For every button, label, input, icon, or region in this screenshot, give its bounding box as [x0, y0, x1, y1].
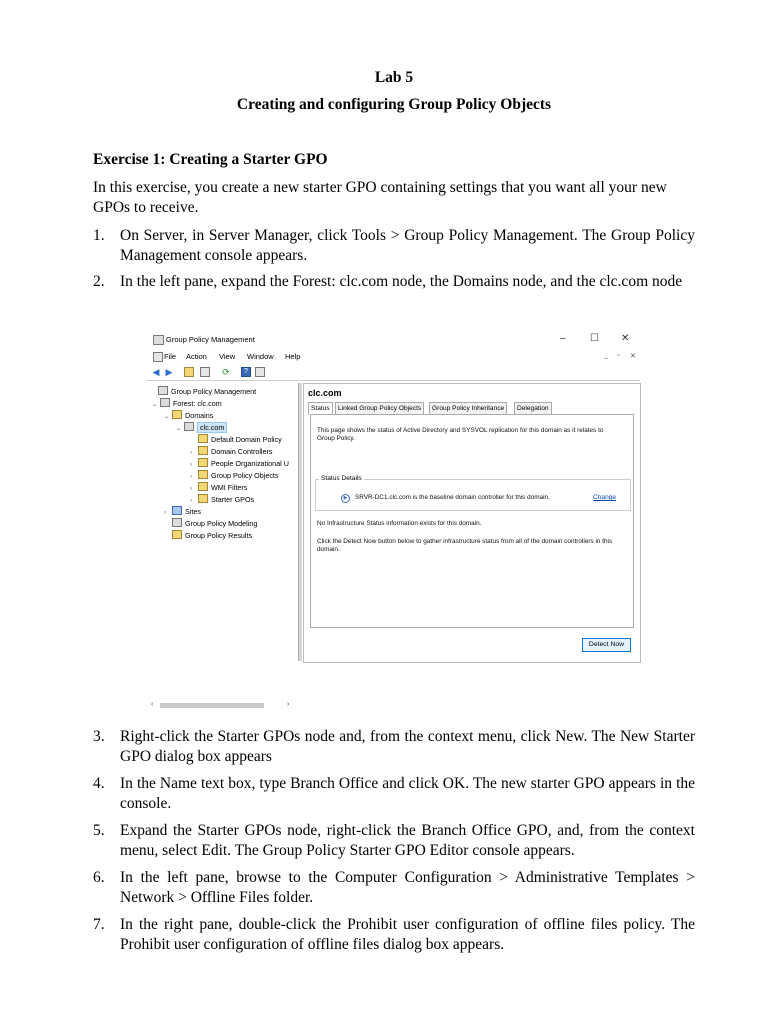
tree-item-label: Domain Controllers: [211, 447, 273, 456]
tree-item-forest[interactable]: [152, 398, 222, 408]
gpm-console-icon: [158, 386, 168, 395]
menu-window[interactable]: Window: [247, 352, 274, 361]
forward-icon[interactable]: ▶: [165, 367, 173, 377]
tree-item-label: Sites: [185, 507, 201, 516]
modeling-icon: [172, 518, 182, 527]
tree-item-label: Group Policy Modeling: [185, 519, 258, 528]
sites-icon: [172, 506, 182, 515]
tree-item-domains[interactable]: [164, 410, 213, 420]
step-text: Right-click the Starter GPOs node and, from the context menu, click New. The New Starter GPO dialog box appears: [120, 728, 695, 765]
ou-folder-icon: [198, 446, 208, 455]
tree-item-group-policy-objects[interactable]: [190, 470, 279, 480]
baseline-dc-text: SRVR-DC1.clc.com is the baseline domain controller for this domain.: [355, 494, 550, 501]
tree-item-people-ou[interactable]: [190, 458, 289, 468]
maximize-icon[interactable]: ☐: [590, 333, 599, 344]
menu-file[interactable]: File: [164, 352, 177, 361]
lab-title: Lab 5: [374, 69, 414, 86]
step-text: Expand the Starter GPOs node, right-click the Branch Office GPO, and, from the context menu, select Edit. The Group Policy Starter GPO Editor console appears.: [120, 822, 695, 859]
tree-item-modeling[interactable]: [164, 518, 257, 528]
step-text: On Server, in Server Manager, click Tools > Group Policy Management. The Group Policy Management console appears.: [120, 227, 695, 264]
expand-arrow[interactable]: ⌄: [176, 426, 182, 432]
details-pane: [303, 383, 641, 663]
ou-folder-icon: [198, 458, 208, 467]
tree-item-default-domain-policy[interactable]: [190, 434, 282, 444]
status-description: This page shows the status of Active Directory and SYSVOL replication for this domain as it relates to Group Policy.: [317, 427, 604, 442]
menu-action[interactable]: Action: [186, 352, 207, 361]
exercise-heading: Exercise 1: Creating a Starter GPO: [93, 151, 328, 168]
intro-paragraph: In this exercise, you create a new starter GPO containing settings that you want all your new GPOs to receive.: [93, 179, 667, 216]
folder-icon: [198, 482, 208, 491]
pane-splitter[interactable]: [299, 383, 302, 661]
close-icon[interactable]: ✕: [621, 333, 630, 344]
status-details-label: Status Details: [321, 475, 362, 482]
gpm-app-icon: [153, 335, 164, 345]
status-tab-panel: [310, 414, 634, 628]
tree-item-label: Starter GPOs: [211, 495, 255, 504]
tree-horizontal-scrollbar[interactable]: [149, 701, 296, 710]
expand-arrow[interactable]: ›: [164, 510, 166, 516]
tree-item-label: Group Policy Results: [185, 531, 253, 540]
tree-item-label: clc.com: [197, 422, 227, 433]
tree-item-wmi-filters[interactable]: [190, 482, 247, 492]
tree-item-starter-gpos[interactable]: [190, 494, 254, 504]
step-number: 2.: [93, 273, 105, 290]
expand-arrow[interactable]: ›: [190, 462, 192, 468]
tab-inheritance[interactable]: Group Policy Inheritance: [429, 402, 507, 415]
lab-subtitle: Creating and configuring Group Policy Objects: [236, 96, 552, 113]
tree-item-clc-com[interactable]: [176, 422, 227, 432]
step-number: 4.: [93, 775, 105, 792]
step-number: 6.: [93, 869, 105, 886]
tree-item-sites[interactable]: [164, 506, 201, 516]
no-infrastructure-text: No Infrastructure Status information exists for this domain.: [317, 520, 482, 527]
folder-icon: [198, 470, 208, 479]
window-titlebar: [147, 330, 640, 348]
tree-item-label: Default Domain Policy: [211, 435, 282, 444]
domain-icon: [184, 422, 194, 431]
detect-now-button[interactable]: Detect Now: [582, 638, 631, 652]
scroll-thumb[interactable]: [160, 703, 264, 708]
mdi-close-icon[interactable]: ✕: [630, 353, 636, 360]
scroll-left-icon[interactable]: ‹: [151, 701, 154, 708]
expand-arrow[interactable]: ›: [190, 486, 192, 492]
step-text: In the left pane, expand the Forest: clc.com node, the Domains node, and the clc.com node: [120, 273, 683, 290]
properties-icon[interactable]: [255, 367, 265, 377]
mdi-restore-icon[interactable]: ▫: [617, 352, 620, 359]
tab-linked-gpos[interactable]: Linked Group Policy Objects: [335, 402, 424, 415]
menu-help[interactable]: Help: [285, 352, 301, 361]
step-number: 7.: [93, 916, 105, 933]
expand-arrow[interactable]: ›: [190, 474, 192, 480]
expand-arrow[interactable]: ⌄: [164, 414, 170, 420]
tree-item-domain-controllers[interactable]: [190, 446, 273, 456]
mdi-minimize-icon[interactable]: _: [604, 352, 608, 359]
up-folder-icon[interactable]: [184, 367, 194, 377]
minimize-icon[interactable]: –: [560, 333, 566, 344]
toolbar: [147, 365, 640, 381]
tree-item-label: Group Policy Management: [171, 387, 257, 396]
menu-view[interactable]: View: [219, 352, 236, 361]
expand-arrow[interactable]: ⌄: [152, 402, 158, 408]
show-hide-tree-icon[interactable]: [200, 367, 210, 377]
tab-delegation[interactable]: Delegation: [514, 402, 552, 415]
scroll-right-icon[interactable]: ›: [287, 701, 290, 708]
gpm-screenshot: [147, 330, 640, 708]
domains-icon: [172, 410, 182, 419]
help-icon[interactable]: ?: [241, 367, 251, 377]
tree-item-label: People Organizational U: [211, 459, 289, 468]
navigation-tree: [147, 383, 299, 708]
details-heading: clc.com: [308, 388, 342, 398]
step-text: In the Name text box, type Branch Office and click OK. The new starter GPO appears in the console.: [120, 775, 695, 812]
detect-instructions-text: Click the Detect Now button below to gather infrastructure status from all of the domain controllers in this domain.: [317, 538, 613, 553]
console-icon: [153, 352, 163, 362]
expand-details-icon[interactable]: ▶: [341, 494, 350, 503]
step-text: In the right pane, double-click the Prohibit user configuration of offline files policy. The Prohibit user configuration of offline files dialog box appears.: [120, 916, 695, 953]
tree-item-gpm[interactable]: [150, 386, 256, 396]
results-icon: [172, 530, 182, 539]
step-text: In the left pane, browse to the Computer Configuration > Administrative Templates > Network > Offline Files folder.: [120, 869, 695, 906]
step-number: 3.: [93, 728, 105, 745]
forest-icon: [160, 398, 170, 407]
folder-icon: [198, 494, 208, 503]
window-title: Group Policy Management: [166, 335, 255, 344]
menu-bar: [147, 350, 640, 363]
tree-item-label: Domains: [185, 411, 214, 420]
tab-status[interactable]: Status: [308, 402, 333, 415]
expand-arrow[interactable]: ›: [190, 498, 192, 504]
tree-item-label: Forest: clc.com: [173, 399, 222, 408]
tree-item-results[interactable]: [164, 530, 252, 540]
step-number: 1.: [93, 227, 105, 244]
change-link[interactable]: Change: [593, 494, 617, 501]
gpo-link-icon: [198, 434, 208, 443]
tree-item-label: WMI Filters: [211, 483, 248, 492]
step-number: 5.: [93, 822, 105, 839]
refresh-icon[interactable]: ⟳: [222, 367, 230, 377]
back-icon[interactable]: ◀: [152, 367, 160, 377]
expand-arrow[interactable]: ›: [190, 450, 192, 456]
tree-item-label: Group Policy Objects: [211, 471, 279, 480]
